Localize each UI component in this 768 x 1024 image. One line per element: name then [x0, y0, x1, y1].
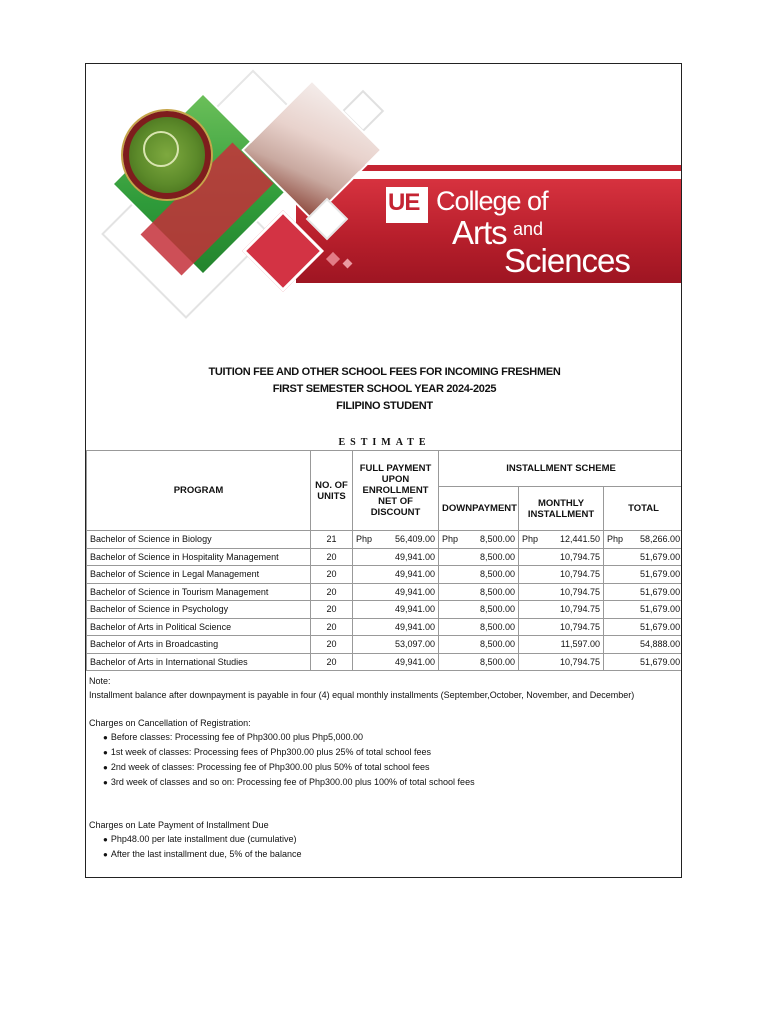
cell-monthly: 10,794.75 — [519, 548, 604, 566]
cell-total: 54,888.00 — [604, 636, 683, 654]
cell-downpayment: 8,500.00 — [439, 618, 519, 636]
table-row — [87, 566, 683, 584]
note-text: Installment balance after downpayment is payable in four (4) equal monthly installments (September,October, November, and December) — [89, 690, 635, 700]
cell-units: 21 — [311, 531, 353, 549]
cell-full-payment: 49,941.00 — [353, 548, 439, 566]
cell-program: Bachelor of Science in Biology — [87, 531, 311, 549]
cell-full-payment: 49,941.00 — [353, 653, 439, 671]
fee-document — [85, 63, 682, 878]
cell-program: Bachelor of Science in Psychology — [87, 601, 311, 619]
cell-total: 51,679.00 — [604, 548, 683, 566]
cell-units: 20 — [311, 548, 353, 566]
cell-downpayment: 8,500.00 — [439, 548, 519, 566]
cell-units: 20 — [311, 618, 353, 636]
doc-heading-1: TUITION FEE AND OTHER SCHOOL FEES FOR INCOMING FRESHMEN — [208, 366, 561, 378]
college-title-and: and — [513, 219, 544, 239]
cell-total: 51,679.00 — [604, 653, 683, 671]
cell-downpayment: 8,500.00 — [439, 583, 519, 601]
cell-downpayment: 8,500.00 — [439, 601, 519, 619]
cell-monthly: 10,794.75 — [519, 601, 604, 619]
table-row — [87, 601, 683, 619]
cell-monthly: 10,794.75 — [519, 653, 604, 671]
cell-full-payment: 56,409.00 — [375, 531, 439, 549]
cell-full-payment: 49,941.00 — [353, 583, 439, 601]
late-payment-item-text: Php48.00 per late installment due (cumulative) — [110, 834, 297, 844]
doc-heading-2: FIRST SEMESTER SCHOOL YEAR 2024-2025 — [272, 383, 497, 395]
cancellation-item: ● 1st week of classes: Processing fees of Php300.00 plus 25% of total school fees — [103, 747, 432, 757]
cell-total: 51,679.00 — [604, 566, 683, 584]
header-installment-scheme: INSTALLMENT SCHEME — [439, 451, 683, 487]
cell-monthly: 11,597.00 — [519, 636, 604, 654]
header-units: NO. OF UNITS — [311, 451, 353, 531]
cell-program: Bachelor of Arts in Political Science — [87, 618, 311, 636]
cancellation-item-text: 1st week of classes: Processing fees of Php300.00 plus 25% of total school fees — [110, 747, 432, 757]
cancellation-item: ● 2nd week of classes: Processing fee of Php300.00 plus 50% of total school fees — [103, 762, 430, 772]
cell-full-payment: 49,941.00 — [353, 566, 439, 584]
cell-monthly: 10,794.75 — [519, 618, 604, 636]
cell-monthly: 10,794.75 — [519, 566, 604, 584]
cell-program: Bachelor of Arts in International Studies — [87, 653, 311, 671]
cancellation-item-text: 2nd week of classes: Processing fee of Php300.00 plus 50% of total school fees — [110, 762, 430, 772]
ue-logo-text: UE — [388, 189, 420, 216]
header-program: PROGRAM — [87, 451, 311, 531]
cell-units: 20 — [311, 566, 353, 584]
cell-total: 51,679.00 — [604, 583, 683, 601]
cell-units: 20 — [311, 583, 353, 601]
table-row — [87, 636, 683, 654]
table-row — [87, 653, 683, 671]
cell-currency: Php — [604, 531, 624, 549]
cell-full-payment: 49,941.00 — [353, 618, 439, 636]
doc-heading-3: FILIPINO STUDENT — [336, 400, 433, 412]
table-row — [87, 548, 683, 566]
cell-monthly: 10,794.75 — [519, 583, 604, 601]
cell-total: 51,679.00 — [604, 601, 683, 619]
cancellation-item-text: 3rd week of classes and so on: Processing fee of Php300.00 plus 100% of total school fees — [110, 777, 475, 787]
table-row — [87, 531, 683, 549]
cell-program: Bachelor of Science in Hospitality Management — [87, 548, 311, 566]
late-payment-item: ● After the last installment due, 5% of the balance — [103, 849, 302, 859]
cell-full-payment: 49,941.00 — [353, 601, 439, 619]
estimate-label: ESTIMATE — [338, 437, 431, 448]
cancellation-item-text: Before classes: Processing fee of Php300.00 plus Php5,000.00 — [110, 732, 364, 742]
table-row — [87, 583, 683, 601]
late-payment-item-text: After the last installment due, 5% of the balance — [110, 849, 302, 859]
late-payment-title: Charges on Late Payment of Installment Due — [89, 820, 269, 830]
cell-full-payment: 53,097.00 — [353, 636, 439, 654]
cell-currency: Php — [439, 531, 461, 549]
cell-downpayment: 8,500.00 — [439, 636, 519, 654]
cell-program: Bachelor of Science in Legal Management — [87, 566, 311, 584]
cell-downpayment: 8,500.00 — [439, 653, 519, 671]
cancellation-title: Charges on Cancellation of Registration: — [89, 718, 251, 728]
cell-units: 20 — [311, 636, 353, 654]
cancellation-item: ● Before classes: Processing fee of Php300.00 plus Php5,000.00 — [103, 732, 364, 742]
cancellation-item: ● 3rd week of classes and so on: Processing fee of Php300.00 plus 100% of total school fees — [103, 777, 475, 787]
cell-program: Bachelor of Arts in Broadcasting — [87, 636, 311, 654]
fee-table — [86, 450, 682, 671]
cell-downpayment: 8,500.00 — [439, 566, 519, 584]
cell-program: Bachelor of Science in Tourism Management — [87, 583, 311, 601]
university-seal-icon — [123, 111, 211, 199]
college-banner — [86, 64, 682, 334]
header-monthly: MONTHLY INSTALLMENT — [519, 487, 604, 531]
cell-total: 51,679.00 — [604, 618, 683, 636]
header-total: TOTAL — [604, 487, 683, 531]
cell-monthly: 12,441.50 — [541, 531, 604, 549]
cell-units: 20 — [311, 601, 353, 619]
notes-section — [89, 674, 679, 862]
college-title-line1: College of — [436, 186, 548, 216]
cell-currency: Php — [353, 531, 375, 549]
cell-total: 58,266.00 — [624, 531, 683, 549]
late-payment-item: ● Php48.00 per late installment due (cumulative) — [103, 834, 297, 844]
header-downpayment: DOWNPAYMENT — [439, 487, 519, 531]
banner-top-line — [341, 165, 682, 171]
table-row — [87, 618, 683, 636]
cell-currency: Php — [519, 531, 541, 549]
header-full-payment: FULL PAYMENT UPON ENROLLMENT NET OF DISCOUNT — [353, 451, 439, 531]
note-label: Note: — [89, 676, 111, 686]
seal-emblem-icon — [143, 131, 179, 167]
college-title-line3: Sciences — [504, 242, 630, 279]
cell-units: 20 — [311, 653, 353, 671]
cell-downpayment: 8,500.00 — [461, 531, 519, 549]
college-title-line2: Arts — [452, 214, 507, 251]
